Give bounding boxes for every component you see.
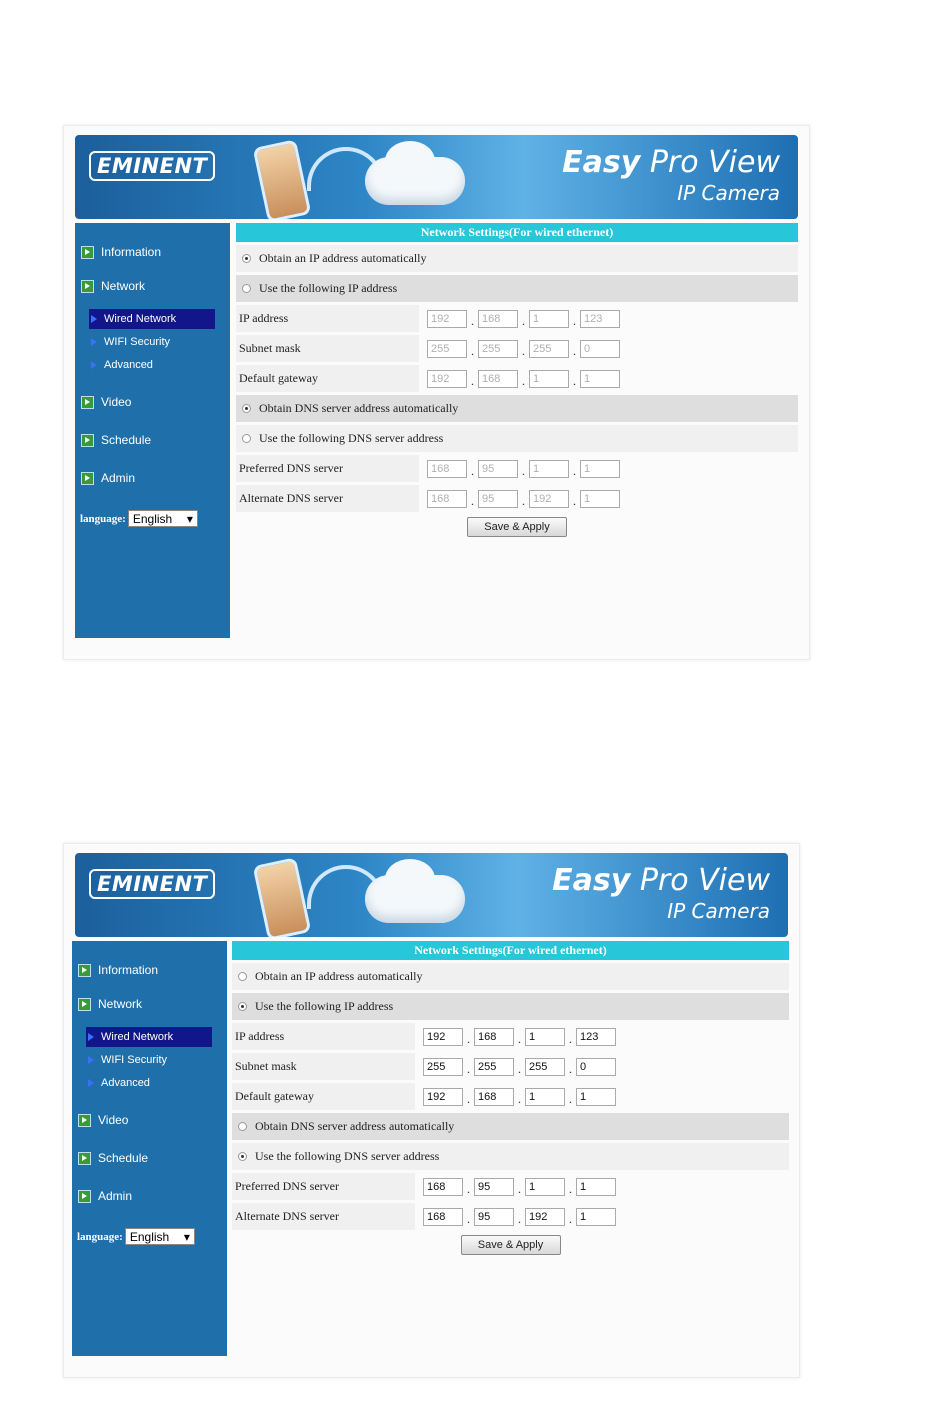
arrow-icon (78, 1190, 91, 1203)
sidebar-item-schedule[interactable]: Schedule (81, 433, 151, 447)
mask-octet-4[interactable]: 0 (576, 1058, 616, 1076)
sidebar (72, 941, 227, 1356)
arrow-icon (78, 998, 91, 1011)
gateway-octet-3[interactable]: 1 (529, 370, 569, 388)
gateway-label: Default gateway (232, 1083, 415, 1110)
ip-octet-4[interactable]: 123 (580, 310, 620, 328)
panel-header: Network Settings(For wired ethernet) (232, 941, 789, 960)
gateway-octet-3[interactable]: 1 (525, 1088, 565, 1106)
ip-octet-2[interactable]: 168 (474, 1028, 514, 1046)
radio-icon[interactable] (242, 404, 251, 413)
use-ip-option[interactable]: Use the following IP address (236, 275, 798, 302)
header-banner (75, 853, 788, 937)
sidebar (75, 223, 230, 638)
sidebar-item-advanced[interactable]: Advanced (89, 355, 159, 375)
subnet-mask-label: Subnet mask (232, 1053, 415, 1080)
ip-address-row: IP address 192 . 168 . 1 . 123 (232, 1023, 789, 1050)
sidebar-item-wifi-security[interactable]: WIFI Security (86, 1050, 173, 1070)
pdns-octet-3[interactable]: 1 (529, 460, 569, 478)
subnet-mask-label: Subnet mask (236, 335, 419, 362)
obtain-dns-option[interactable]: Obtain DNS server address automatically (236, 395, 798, 422)
sidebar-item-information[interactable]: Information (81, 245, 161, 259)
network-settings-panel (236, 223, 798, 540)
subnet-mask-row: Subnet mask 255 . 255 . 255 . 0 (232, 1053, 789, 1080)
preferred-dns-row: Preferred DNS server 168 . 95 . 1 . 1 (232, 1173, 789, 1200)
sidebar-item-admin[interactable]: Admin (81, 471, 135, 485)
mask-octet-2[interactable]: 255 (478, 340, 518, 358)
sidebar-item-wired-network[interactable]: Wired Network (86, 1027, 212, 1047)
ip-octet-2[interactable]: 168 (478, 310, 518, 328)
radio-icon[interactable] (238, 972, 247, 981)
ip-address-label: IP address (236, 305, 419, 332)
screenshot-manual-ip (63, 843, 800, 1378)
eminent-logo: EMINENT (89, 869, 215, 899)
use-dns-option[interactable]: Use the following DNS server address (232, 1143, 789, 1170)
sidebar-item-network[interactable]: Network (81, 279, 145, 293)
radio-icon[interactable] (242, 254, 251, 263)
use-ip-option[interactable]: Use the following IP address (232, 993, 789, 1020)
pdns-octet-4[interactable]: 1 (576, 1178, 616, 1196)
product-title: Easy Pro View (562, 145, 780, 180)
mask-octet-4[interactable]: 0 (580, 340, 620, 358)
arrow-icon (78, 1152, 91, 1165)
mask-octet-1[interactable]: 255 (423, 1058, 463, 1076)
sidebar-item-information[interactable]: Information (78, 963, 158, 977)
mask-octet-2[interactable]: 255 (474, 1058, 514, 1076)
radio-icon[interactable] (242, 434, 251, 443)
alternate-dns-row: Alternate DNS server 168 . 95 . 192 . 1 (236, 485, 798, 512)
ip-address-label: IP address (232, 1023, 415, 1050)
product-subtitle: IP Camera (677, 181, 780, 205)
arrow-icon (89, 360, 98, 371)
save-apply-button[interactable]: Save & Apply (461, 1235, 561, 1255)
language-select[interactable]: English ▾ (125, 1228, 195, 1245)
mask-octet-3[interactable]: 255 (525, 1058, 565, 1076)
ip-octet-4[interactable]: 123 (576, 1028, 616, 1046)
sidebar-item-wired-network[interactable]: Wired Network (89, 309, 215, 329)
obtain-ip-option[interactable]: Obtain an IP address automatically (236, 245, 798, 272)
radio-icon[interactable] (238, 1152, 247, 1161)
subnet-mask-row: Subnet mask 255 . 255 . 255 . 0 (236, 335, 798, 362)
eminent-logo: EMINENT (89, 151, 215, 181)
adns-octet-4[interactable]: 1 (580, 490, 620, 508)
radio-icon[interactable] (238, 1002, 247, 1011)
arrow-icon (81, 280, 94, 293)
obtain-ip-option[interactable]: Obtain an IP address automatically (232, 963, 789, 990)
preferred-dns-label: Preferred DNS server (236, 455, 419, 482)
ip-address-row: IP address 192 . 168 . 1 . 123 (236, 305, 798, 332)
alternate-dns-row: Alternate DNS server 168 . 95 . 192 . 1 (232, 1203, 789, 1230)
gateway-octet-2[interactable]: 168 (474, 1088, 514, 1106)
cloud-graphic (365, 157, 465, 205)
pdns-octet-3[interactable]: 1 (525, 1178, 565, 1196)
gateway-octet-4[interactable]: 1 (576, 1088, 616, 1106)
pdns-octet-1[interactable]: 168 (427, 460, 467, 478)
cloud-graphic (365, 875, 465, 923)
product-subtitle: IP Camera (667, 899, 770, 923)
arrow-icon (81, 434, 94, 447)
pdns-octet-1[interactable]: 168 (423, 1178, 463, 1196)
arrow-icon (81, 246, 94, 259)
ip-octet-1[interactable]: 192 (423, 1028, 463, 1046)
phone-image (253, 139, 312, 219)
use-dns-option[interactable]: Use the following DNS server address (236, 425, 798, 452)
arrow-icon (86, 1032, 95, 1043)
sidebar-item-video[interactable]: Video (81, 395, 131, 409)
mask-octet-3[interactable]: 255 (529, 340, 569, 358)
radio-icon[interactable] (242, 284, 251, 293)
adns-octet-2[interactable]: 95 (474, 1208, 514, 1226)
arrow-icon (81, 396, 94, 409)
arrow-icon (89, 337, 98, 348)
adns-octet-3[interactable]: 192 (529, 490, 569, 508)
sidebar-item-network[interactable]: Network (78, 997, 142, 1011)
arrow-icon (86, 1078, 95, 1089)
language-select[interactable]: English ▾ (128, 510, 198, 527)
dropdown-arrow-icon: ▾ (186, 511, 193, 526)
phone-image (253, 857, 312, 937)
ip-octet-1[interactable]: 192 (427, 310, 467, 328)
gateway-octet-2[interactable]: 168 (478, 370, 518, 388)
gateway-row: Default gateway 192 . 168 . 1 . 1 (236, 365, 798, 392)
save-apply-button[interactable]: Save & Apply (467, 517, 567, 537)
sidebar-item-wifi-security[interactable]: WIFI Security (89, 332, 176, 352)
arrow-icon (86, 1055, 95, 1066)
pdns-octet-2[interactable]: 95 (474, 1178, 514, 1196)
adns-octet-4[interactable]: 1 (576, 1208, 616, 1226)
product-title: Easy Pro View (552, 863, 770, 898)
adns-octet-1[interactable]: 168 (427, 490, 467, 508)
sidebar-item-advanced[interactable]: Advanced (86, 1073, 156, 1093)
arrow-icon (78, 964, 91, 977)
screenshot-automatic-ip (63, 125, 810, 660)
network-settings-panel (232, 941, 789, 1258)
arrow-icon (89, 314, 98, 325)
sidebar-item-schedule[interactable]: Schedule (78, 1151, 148, 1165)
panel-header: Network Settings(For wired ethernet) (236, 223, 798, 242)
gateway-octet-1[interactable]: 192 (423, 1088, 463, 1106)
ip-octet-3[interactable]: 1 (525, 1028, 565, 1046)
preferred-dns-label: Preferred DNS server (232, 1173, 415, 1200)
header-banner (75, 135, 798, 219)
adns-octet-3[interactable]: 192 (525, 1208, 565, 1226)
gateway-row: Default gateway 192 . 168 . 1 . 1 (232, 1083, 789, 1110)
gateway-octet-4[interactable]: 1 (580, 370, 620, 388)
dropdown-arrow-icon: ▾ (183, 1229, 190, 1244)
radio-icon[interactable] (238, 1122, 247, 1131)
adns-octet-2[interactable]: 95 (478, 490, 518, 508)
language-selector: language: English ▾ (77, 1228, 195, 1245)
language-selector: language: English ▾ (80, 510, 198, 527)
sidebar-item-video[interactable]: Video (78, 1113, 128, 1127)
pdns-octet-2[interactable]: 95 (478, 460, 518, 478)
pdns-octet-4[interactable]: 1 (580, 460, 620, 478)
arrow-icon (78, 1114, 91, 1127)
gateway-octet-1[interactable]: 192 (427, 370, 467, 388)
preferred-dns-row: Preferred DNS server 168 . 95 . 1 . 1 (236, 455, 798, 482)
mask-octet-1[interactable]: 255 (427, 340, 467, 358)
gateway-label: Default gateway (236, 365, 419, 392)
alternate-dns-label: Alternate DNS server (232, 1203, 415, 1230)
alternate-dns-label: Alternate DNS server (236, 485, 419, 512)
adns-octet-1[interactable]: 168 (423, 1208, 463, 1226)
ip-octet-3[interactable]: 1 (529, 310, 569, 328)
obtain-dns-option[interactable]: Obtain DNS server address automatically (232, 1113, 789, 1140)
arrow-icon (81, 472, 94, 485)
sidebar-item-admin[interactable]: Admin (78, 1189, 132, 1203)
